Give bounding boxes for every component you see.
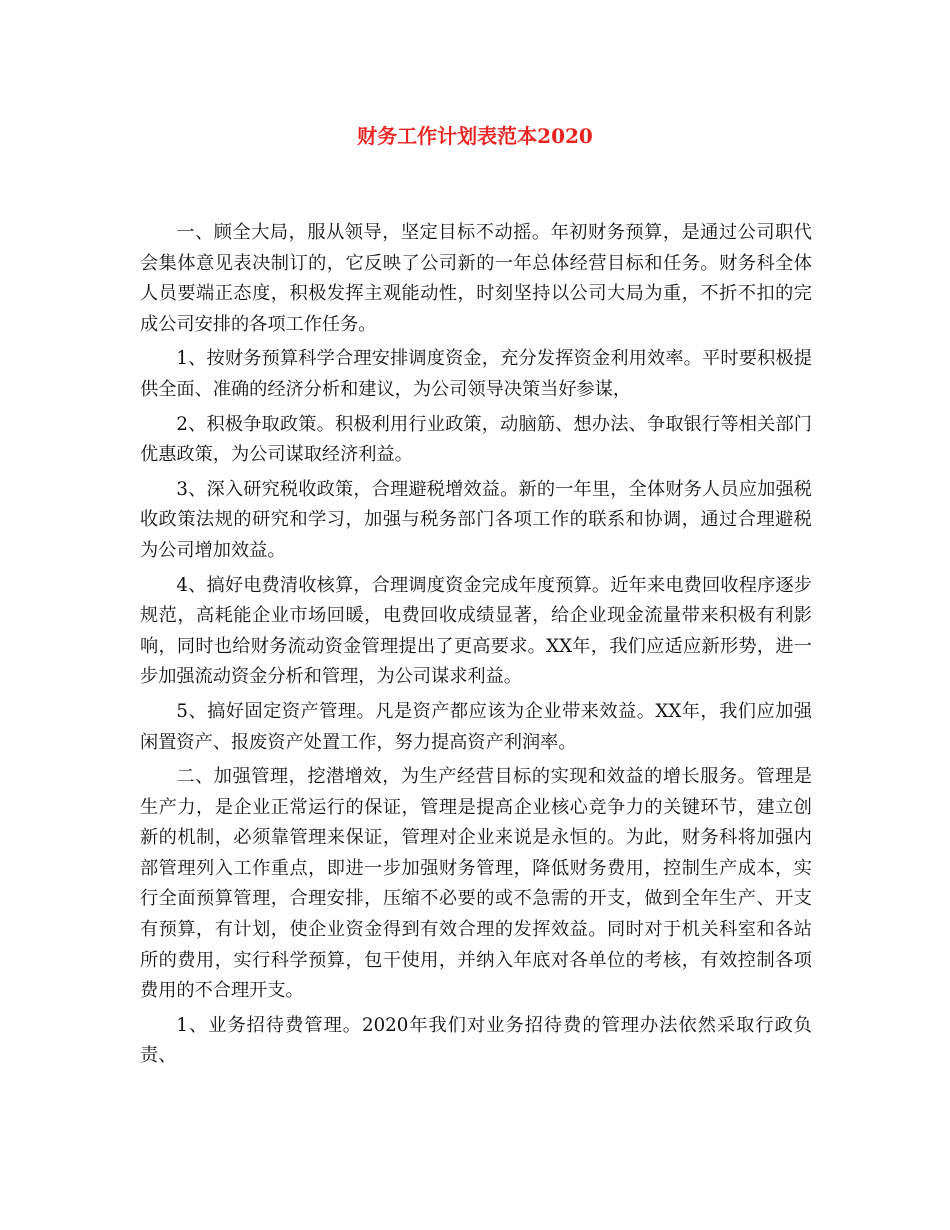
paragraph-subitem-1: 1、业务招待费管理。2020年我们对业务招待费的管理办法依然采取行政负责、 [140, 1014, 812, 1067]
paragraph-principle-two: 二、加强管理，挖潜增效，为生产经营目标的实现和效益的增长服务。管理是生产力，是企业正常运行的保证，管理是提高企业核心竞争力的关键环节，建立创新的机制，必须靠管理来保证，管理对企业来说是永恒的。为此，财务科将加强内部管理列入工作重点，即进一步加强财务管理，降低财务费用，控制生产成本，实行全面预算管理，合理安排，压缩不必要的或不急需的开支，做到全年生产、开支有预算，有计划，使企业资金得到有效合理的发挥效益。同时对于机关科室和各站所的费用，实行科学预算，包干使用，并纳入年底对各单位的考核，有效控制各项费用的不合理开支。 [140, 766, 812, 1002]
paragraph-item-5: 5、搞好固定资产管理。凡是资产都应该为企业带来效益。XX年，我们应加强闲置资产、报废资产处置工作，努力提高资产利润率。 [140, 700, 812, 753]
paragraph-item-3: 3、深入研究税收政策，合理避税增效益。新的一年里，全体财务人员应加强税收政策法规的研究和学习，加强与税务部门各项工作的联系和协调，通过合理避税为公司增加效益。 [140, 478, 812, 561]
paragraph-item-2: 2、积极争取政策。积极利用行业政策，动脑筋、想办法、争取银行等相关部门优惠政策，为公司谋取经济利益。 [140, 413, 812, 466]
paragraph-item-4: 4、搞好电费清收核算，合理调度资金完成年度预算。近年来电费回收程序逐步规范，高耗能企业市场回暖，电费回收成绩显著，给企业现金流量带来积极有利影响，同时也给财务流动资金管理提出了更高要求。XX年，我们应适应新形势，进一步加强流动资金分析和管理，为公司谋求利益。 [140, 574, 812, 688]
paragraph-principle-one: 一、顾全大局，服从领导，坚定目标不动摇。年初财务预算，是通过公司职代会集体意见表决制订的，它反映了公司新的一年总体经营目标和任务。财务科全体人员要端正态度，积极发挥主观能动性，时刻坚持以公司大局为重，不折不扣的完成公司安排的各项工作任务。 [140, 222, 812, 335]
paragraph-item-1: 1、按财务预算科学合理安排调度资金，充分发挥资金利用效率。平时要积极提供全面、准确的经济分析和建议，为公司领导决策当好参谋， [140, 348, 812, 400]
document-title: 财务工作计划表范本2020 [357, 124, 593, 148]
document-body [140, 218, 812, 1076]
